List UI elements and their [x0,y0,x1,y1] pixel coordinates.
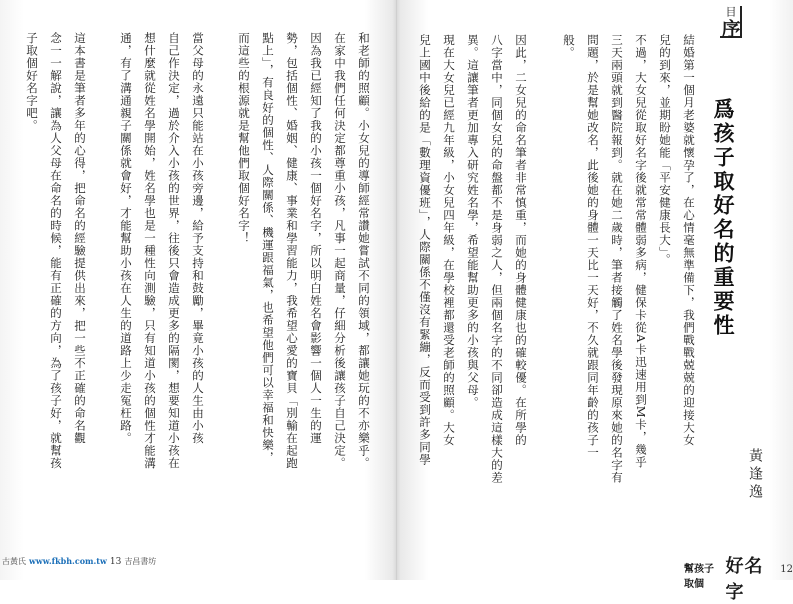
right-footer [684,552,793,604]
left-page [0,0,396,580]
text-column: 因為我已經知了我的小孩一個好名字，所以明白姓名會影響一個人一生的運 [309,32,323,445]
section-marker-label: 目 [724,6,737,17]
text-column: 般。 [562,34,576,59]
text-column: 想什麼就從姓名學開始，姓名學也是一種性向測驗，只有知道小孩的個性才能溝 [143,32,157,470]
text-column: 點上」，有良好的個性、人際關係、機運跟福氣，也希望他們可以幸福和快樂， [261,32,275,464]
footer-book-brand: 好名字 [725,556,764,603]
left-footer [2,556,156,567]
text-column: 因此，二女兒的命名筆者非常慎重，而她的身體健康也的確較優。在所學的 [514,34,528,447]
text-column: 不過，大女兒從取好名字後就常常體弱多病，健保卡從A卡迅速用到M卡，幾乎 [634,34,648,469]
text-column: 念一一解說，讓為人父母在命名的時候，能有正確的方向，為了孩子好，就幫孩 [49,32,63,470]
footer-publisher-prefix: 古黃氏 [2,557,26,566]
text-column: 在家中我們任何決定都尊重小孩，凡事一起商量，仔細分析後讓孩子自己決定。 [333,32,347,470]
text-column: 通，有了溝通親子關係就會好，才能幫助小孩在人生的道路上少走冤枉路。 [119,32,133,445]
text-column: 子取個好名字吧。 [25,32,39,132]
footer-book-subtitle: 幫孩子取個 [684,564,714,590]
page-number-right: 12 [780,564,793,575]
text-column: 當父母的永遠只能站在小孩旁邊，給予支持和鼓勵，畢竟小孩的人生由小孩 [191,32,205,445]
section-marker [720,6,742,38]
text-column: 自己作決定，過於介入小孩的世界，往後只會造成更多的隔閡，想要知道小孩在 [167,32,181,470]
right-page [397,0,793,603]
text-column: 現在大女兒已經九年級，小女兒四年級，在學校裡都還受老師的照顧。大女 [442,34,456,447]
text-column: 勢，包括個性、婚姻、健康、事業和學習能力，我希望心愛的寶貝「別輸在起跑 [285,32,299,470]
author-name: 黃逢逸 [747,448,763,502]
right-text-columns [413,34,701,534]
text-column [210,32,232,536]
text-column: 八字當中，同個女兒的命盤都不是身弱之人，但兩個名字的不同卻造成這樣大的差 [490,34,504,484]
page-number-left: 13 [109,557,122,567]
text-column: 和老師的照顧。小女兒的導師經常讚她嘗試不同的領域，都讓她玩的不亦樂乎。 [357,32,371,470]
text-column: 兒的到來，並期盼她能「平安健康長大」。 [658,34,672,266]
footer-publisher-name: 吉昌書坊 [124,557,157,566]
text-column: 這本書是筆者多年的心得，把命名的經驗提供出來，把一些不正確的命名觀 [73,32,87,445]
text-column: 而這些的根源就是幫他們取個好名字！ [237,32,251,245]
text-column: 兒上國中後給的是「數理資優班」，人際關係不僅沒有緊繃，反而受到許多同學 [418,34,432,466]
text-column: 問題，於是幫她改名，此後她的身體一天比一天好，不久就跟同年齡的孩子一 [586,34,600,459]
text-column: 結婚第一個月老婆就懷孕了，在心情毫無準備下，我們戰戰兢兢的迎接大女 [682,34,696,447]
footer-website-link[interactable]: www.fkbh.com.tw [29,556,107,566]
text-column: 三天兩頭就到醫院報到。就在她二歲時，筆者接觸了姓名學後發現原來她的名字有 [610,34,624,484]
text-column [92,32,114,536]
text-column: 異。這讓筆者更加專入研究姓名學，希望能幫助更多的小孩與父母。 [466,34,480,409]
left-text-columns [20,32,376,536]
section-marker-heading: 序 [718,19,741,38]
chapter-title: 爲孩子取好名的重要性 [711,98,736,338]
text-column [533,34,557,534]
